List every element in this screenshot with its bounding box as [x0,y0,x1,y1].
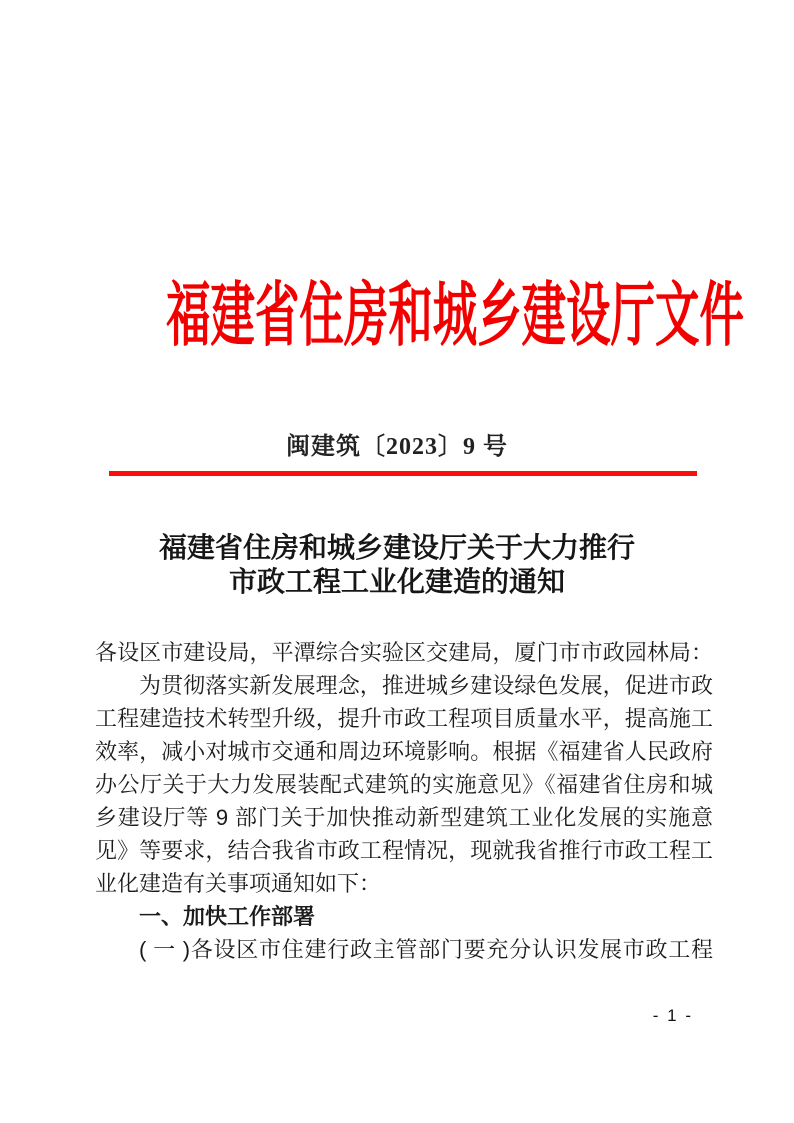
body-line: 效率，减小对城市交通和周边环境影响。根据《福建省人民政府 [95,739,713,764]
notice-title-line2: 市政工程工业化建造的通知 [228,566,565,597]
body-line: 乡建设厅等 9 部门关于加快推动新型建筑工业化发展的实施意 [95,805,713,830]
body-line: 见》等要求，结合我省市政工程情况，现就我省推行市政工程工 [95,838,713,863]
body-line: ( 一 )各设区市住建行政主管部门要充分认识发展市政工程 [139,937,713,962]
letterhead [0,272,794,358]
body-line: 办公厅关于大力发展装配式建筑的实施意见》《福建省住房和城 [95,772,713,797]
document-number: 闽建筑〔2023〕9 号 [286,434,508,460]
page-number: - 1 - [652,1006,693,1025]
body-line: 工程建造技术转型升级，提升市政工程项目质量水平，提高施工 [95,706,713,731]
notice-title [0,531,794,599]
body-line: 业化建造有关事项通知如下： [95,871,382,896]
body-text [95,636,713,966]
body-line: 为贯彻落实新发展理念，推进城乡建设绿色发展，促进市政 [139,673,713,698]
body-section-heading: 一、加快工作部署 [139,904,316,929]
notice-title-line1: 福建省住房和城乡建设厅关于大力推行 [158,532,635,563]
letterhead-title: 福建省住房和城乡建设厅文件 [166,276,744,354]
red-divider-rule [109,471,697,476]
body-line: 各设区市建设局，平潭综合实验区交建局，厦门市市政园林局： [95,640,713,665]
